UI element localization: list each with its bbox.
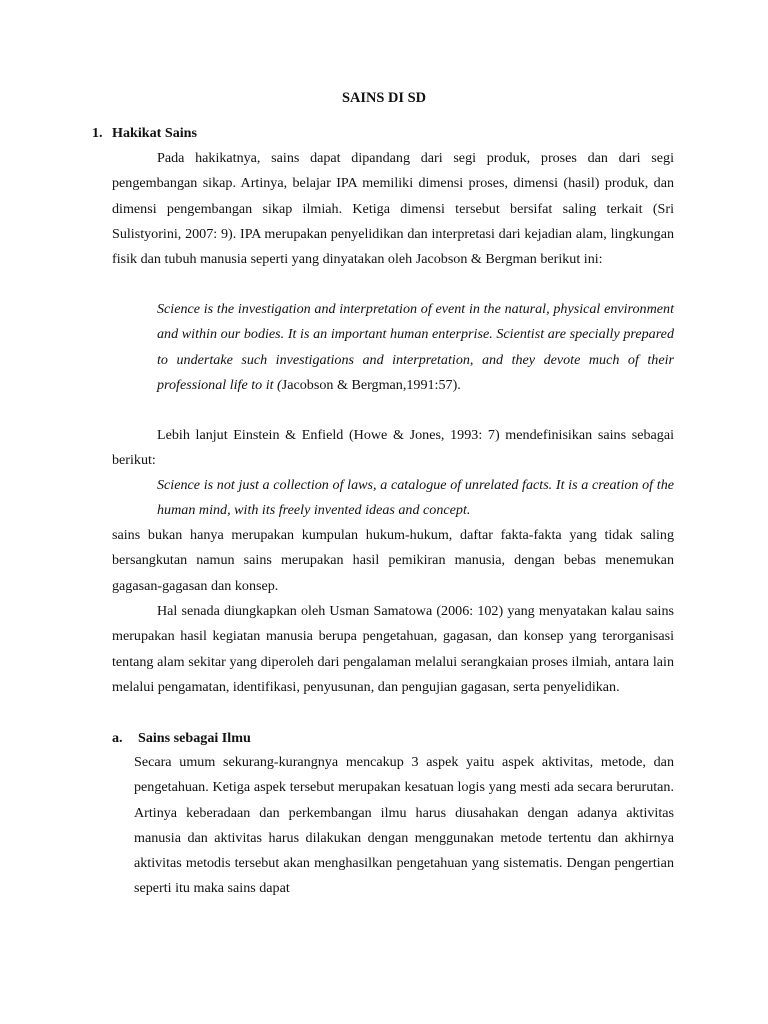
section-heading-1 [92, 123, 197, 143]
section-title: Hakikat Sains [112, 125, 197, 141]
paragraph-sains-bukan: sains bukan hanya merupakan kumpulan hukum-hukum, daftar fakta-fakta yang tidak saling bersangkutan namun sains merupakan hasil pemikiran manusia, dengan bebas menemukan gagasan-gagasan dan konsep. [112, 527, 674, 594]
quote-einstein: Science is not just a collection of laws, a catalogue of unrelated facts. It is a creation of the human mind, with its freely invented ideas and concept. [157, 477, 674, 519]
paragraph-einstein: Lebih lanjut Einstein & Enfield (Howe & Jones, 1993: 7) mendefinisikan sains sebagai berikut: [112, 427, 674, 469]
quote-jacobson-citation: Jacobson & Bergman,1991:57). [281, 376, 461, 393]
subsection-title: Sains sebagai Ilmu [138, 730, 251, 746]
paragraph-hakikat: Pada hakikatnya, sains dapat dipandang dari segi produk, proses dan dari segi pengembangan sikap. Artinya, belajar IPA memiliki dimensi proses, dimensi (hasil) produk, dan dimensi pengembangan sikap ilmiah. Ketiga dimensi tersebut bersifat saling terkait (Sri Sulistyorini, 2007: 9). IPA merupakan penyelidikan dan interpretasi dari kejadian alam, lingkungan fisik dan tubuh manusia seperti yang dinyatakan oleh Jacobson & Bergman berikut ini: [112, 150, 674, 268]
paragraph-samatowa: Hal senada diungkapkan oleh Usman Samatowa (2006: 102) yang menyatakan kalau sains merupakan hasil kegiatan manusia berupa pengetahuan, gagasan, dan konsep yang terorganisasi tentang alam sekitar yang diperoleh dari pengalaman melalui serangkaian proses ilmiah, antara lain melalui pengamatan, identifikasi, penyusunan, dan pengujian gagasan, serta penyelidikan. [112, 603, 674, 695]
page-title: SAINS DI SD [342, 90, 426, 106]
quote-jacobson [157, 297, 674, 398]
quote-jacobson-text: Science is the investigation and interpretation of event in the natural, physical environment and within our bodies. It is an important human enterprise. Scientist are specially prepared to undertake such investigations and interpretation, and they devote much of their professional life to it ( [157, 301, 674, 393]
subsection-heading-a [112, 728, 251, 748]
paragraph-sains-ilmu: Secara umum sekurang-kurangnya mencakup 3 aspek yaitu aspek aktivitas, metode, dan pengetahuan. Ketiga aspek tersebut merupakan kesatuan logis yang mesti ada secara berurutan. Artinya keberadaan dan perkembangan ilmu harus diusahakan dengan adanya aktivitas manusia dan aktivitas harus dilakukan dengan menggunakan metode tertentu dan akhirnya aktivitas metodis tersebut akan menghasilkan pengetahuan yang sistematis. Dengan pengertian seperti itu maka sains dapat [134, 754, 674, 897]
section-number: 1. [92, 125, 103, 141]
subsection-letter: a. [112, 730, 123, 746]
